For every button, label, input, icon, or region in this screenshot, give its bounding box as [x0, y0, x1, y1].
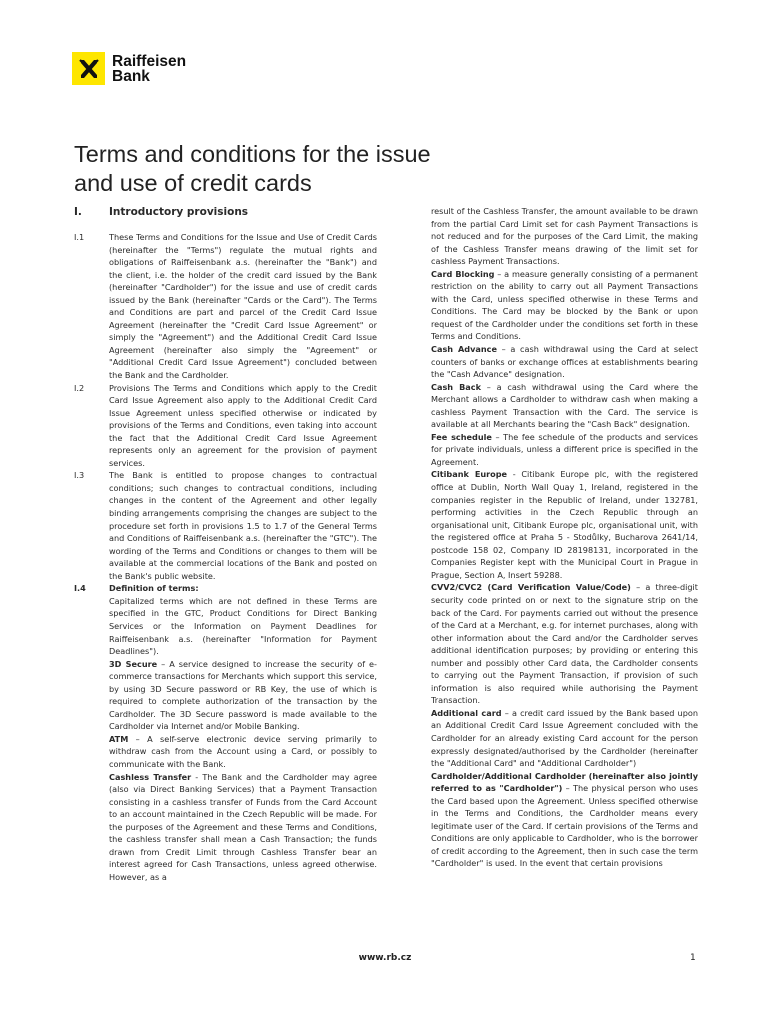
provision-number: I.1	[74, 232, 85, 242]
definition-term: Cash Advance	[431, 344, 497, 355]
definitions-heading: Definition of terms:	[109, 583, 199, 594]
bank-logo	[72, 52, 186, 85]
definition-item	[431, 707, 698, 770]
definition-text: – a cash withdrawal using the Card at select counters of banks or exchange offices at establishments bearing the "Cash Advance" designation.	[431, 344, 699, 380]
definition-term: Cash Back	[431, 381, 481, 392]
definition-text: – The fee schedule of the products and services for private individuals, unless a different price is specified in the Agreement.	[431, 431, 698, 467]
provision-definitions	[74, 582, 377, 883]
definitions-intro: Capitalized terms which are not defined in these Terms are specified in the GTC, Product Conditions for Direct Banking Services or the Information on Payment Deadlines for Raiffeisenbank a.s. (hereinafter "Information for Payment Deadlines").	[109, 595, 377, 657]
definition-term: Additional card	[431, 707, 502, 718]
provision-text: The Bank is entitled to propose changes to contractual conditions; such changes to contractual conditions, including changes in the content of the Agreement and other legally binding arrangements comprising the changes are subject to the procedure set forth in provisions 1.5 to 1.7 of the General Terms and Conditions of Raiffeisenbank a.s. (hereinafter the "GTC"). The wording of the Terms and Conditions or changes to them will be available at the commercial locations of the Bank and posted on the Bank's public website.	[109, 470, 377, 581]
provision-number: I.2	[74, 382, 85, 393]
definition-text: – A self-serve electronic device serving primarily to withdraw cash from the Account using a Card, or possibly to communicate with the Bank.	[109, 733, 377, 769]
definition-text: – a three-digit security code printed on or next to the signature strip on the back of the Card. For payments carried out without the presence of the Card at a Merchant, e.g. for internet purchases, along with other information about the Card and/or the Cardholder serves additional identification purposes; by providing or entering this number and possibly other Card data, the Cardholder consents to carrying out the Payment Transaction, if provision of such information is also required while authorising the Payment Transaction.	[431, 582, 698, 706]
definition-text: – a credit card issued by the Bank based upon an Additional Credit Card Issue Agreement concluded with the Cardholder for an already existing Card account for the person expressly designated/authorised by the Cardholder (hereinafter the "Additional Card" and "Additional Cardholder")	[431, 707, 698, 769]
definition-term: Fee schedule	[431, 431, 492, 442]
provision-number: I.4	[74, 583, 86, 594]
definition-item	[431, 343, 698, 381]
definition-text: - The Bank and the Cardholder may agree (also via Direct Banking Services) that a Payment Transaction consisting in a cashless transfer of Funds from the Card Account to an account maintained in the Czech Republic will be made. For the purposes of the Agreement and these Terms and Conditions, the cashless transfer shall mean a Cash Transaction; the funds drawn from Credit Limit through Cashless Transfer bear an interest agreed for Cash Transactions, unless agreed otherwise. However, as a	[109, 771, 377, 882]
left-column	[74, 205, 377, 883]
definition-text: – The physical person who uses the Card based upon the Agreement. Unless specified otherwise in the Terms and Conditions, the Cardholder means every legitimate user of the Card. If certain provisions of the Terms and Conditions are only applicable to Cardholder, who is the borrower of credit according to the Agreement, then in such case the term "Cardholder" is used. In the event that certain provisions	[431, 783, 699, 869]
definition-term: Card Blocking	[431, 268, 495, 279]
definition-text: – a cash withdrawal using the Card where the Merchant allows a Cardholder to withdraw cash when making a cashless Payment Transaction with the Card. The service is available at all Merchants bearing the "Cash Back" designation.	[431, 381, 698, 430]
definition-continuation: result of the Cashless Transfer, the amount available to be drawn from the partial Card Limit set for cash Payment Transactions is not reduced and for the purposes of the Card Limit, the making of the Cashless Transfer means drawing of the limit set for cashless Payment Transactions.	[431, 206, 698, 267]
footer-website: www.rb.cz	[358, 953, 412, 963]
provision	[74, 469, 377, 582]
definition-item	[109, 771, 377, 884]
title-line-1: Terms and conditions for the issue	[74, 141, 431, 167]
logo-text-line1: Raiffeisen	[112, 52, 187, 70]
raiffeisen-cross-icon	[72, 52, 105, 85]
definition-item	[431, 468, 698, 581]
provision	[74, 231, 377, 382]
provision-text: These Terms and Conditions for the Issue and Use of Credit Cards (hereinafter the "Terms") regulate the mutual rights and obligations of Raiffeisenbank a.s. (hereinafter the "Bank") and the client, i.e. the holder of the credit card issued by the Bank (hereinafter "Cardholder") for the issue and use of credit cards issued by the Bank (hereinafter "Cards or the Card"). The Terms and Conditions are part and parcel of the Credit Card Issue Agreement (hereinafter the "Credit Card Issue Agreement" or simply the "Agreement") and the Additional Credit Card Issue Agreement (hereinafter also simply the "Agreement" or "Additional Credit Card Issue Agreement") concluded between the Bank and the Cardholder.	[109, 232, 377, 381]
definition-item	[431, 431, 698, 469]
definition-item	[431, 581, 698, 706]
definition-item	[431, 381, 698, 431]
page-number: 1	[690, 953, 696, 963]
definition-item	[109, 658, 377, 733]
section-heading	[74, 205, 377, 219]
definition-text: – A service designed to increase the security of e-commerce transactions for Merchants which support this service, by using 3D Secure password or RB Key, the use of which is required to complete authorization of the transaction by the Cardholder. The 3D Secure password is made available to the Cardholder via Internet and/or Mobile Banking.	[109, 658, 377, 732]
right-column	[431, 205, 698, 870]
definition-term: Cardholder/Additional Cardholder (hereinafter also jointly referred to as "Cardholder")	[431, 770, 698, 794]
definition-item	[431, 268, 698, 343]
definition-term: Citibank Europe	[431, 469, 508, 480]
definition-text: – a measure generally consisting of a permanent restriction on the ability to carry out all Payment Transactions with the Card, unless specified otherwise in these Terms and Conditions. The Card may be blocked by the Bank or upon request of the Cardholder under the conditions set forth in these Terms and Conditions.	[431, 268, 698, 342]
provision-text: Provisions The Terms and Conditions which apply to the Credit Card Issue Agreement also apply to the Additional Credit Card Issue Agreement unless specified otherwise or indicated by provisions of the Terms and Conditions, even taking into account the fact that the Additional Credit Card Issue Agreement represents only an agreement for the provision of payment services.	[109, 382, 377, 468]
provision-number: I.3	[74, 470, 85, 481]
definition-text: - Citibank Europe plc, with the registered office at Dublin, North Wall Quay 1, Ireland, registered in the companies register in the Republic of Ireland, under 132781, performing activities in the Czech Republic through an organisational unit, Citibank Europe plc, organisational unit, with the registered office at Praha 5 - Stodůlky, Bucharova 2641/14, postcode 158 02, Company ID 28198131, incorporated in the Companies Register kept with the Municipal Court in Prague in Prague, Section A, Insert 59288.	[431, 469, 699, 580]
logo-text-line2: Bank	[112, 67, 150, 85]
section-title: Introductory provisions	[109, 206, 249, 218]
section-number: I.	[74, 206, 82, 218]
provision	[74, 382, 377, 470]
definition-term: ATM	[109, 733, 129, 744]
definition-term: Cashless Transfer	[109, 771, 192, 782]
definition-term: CVV2/CVC2 (Card Verification Value/Code)	[431, 582, 631, 593]
definition-item	[109, 733, 377, 771]
definition-term: 3D Secure	[109, 658, 158, 669]
document-title	[74, 140, 431, 198]
title-line-2: and use of credit cards	[74, 170, 312, 196]
definition-item	[431, 770, 698, 870]
